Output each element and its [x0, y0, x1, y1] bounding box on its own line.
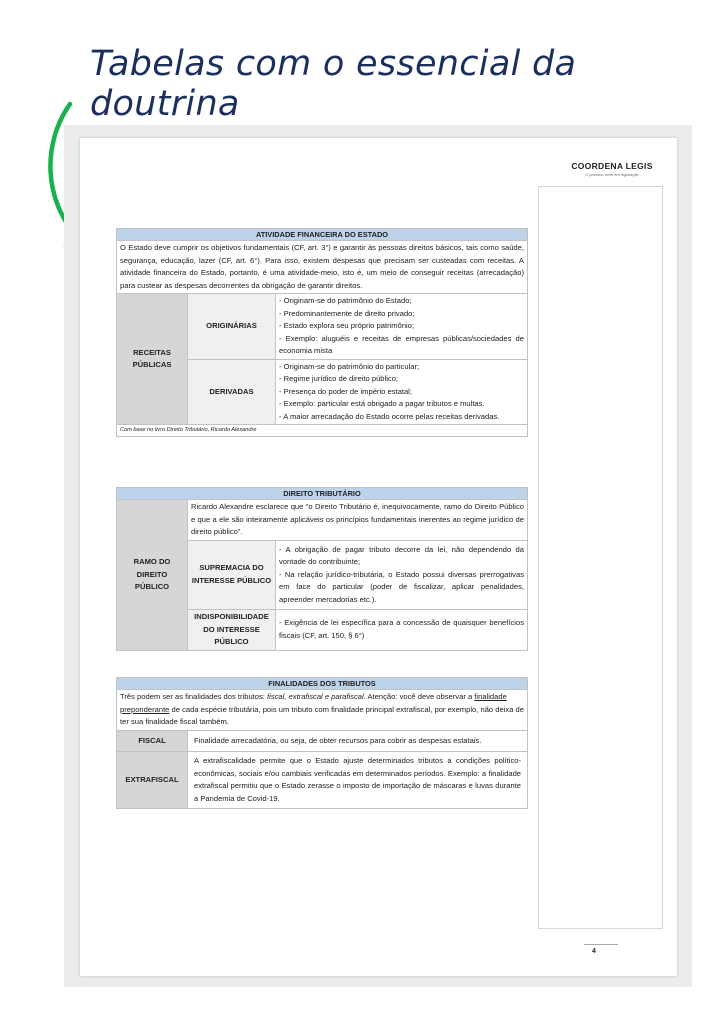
list-item: - Presença do poder de império estatal; [279, 386, 412, 396]
intro-text: Atenção: você deve observar a [365, 692, 475, 701]
row-label: INDISPONIBILIDADE DO INTERESSE PÚBLICO [188, 610, 276, 651]
table-title: ATIVIDADE FINANCEIRA DO ESTADO [117, 229, 528, 241]
list-item: - Exemplo: particular está obrigado a pagar tributos e multas. [279, 399, 485, 408]
table-intro [117, 690, 528, 731]
row-text [276, 540, 528, 610]
row-text [276, 359, 528, 425]
table-direito-tributario [116, 487, 528, 651]
footer-divider [584, 944, 618, 945]
brand-name: COORDENA LEGIS [571, 161, 653, 171]
list-item: - A obrigação de pagar tributo decorre da lei, não dependendo da vontade do contribuinte; [279, 544, 524, 566]
page-number: 4 [592, 948, 596, 955]
brand-tagline: O próximo nível em legislação [585, 172, 639, 177]
row-label: DERIVADAS [188, 359, 276, 425]
group-label: RECEITAS PÚBLICAS [117, 294, 188, 425]
intro-underlined: finalidade preponderante [120, 692, 507, 714]
table-intro: O Estado deve cumprir os objetivos fundamentais (CF, art. 3°) e garantir às pessoas direitos básicos, tais como saúde, segurança, educação, lazer (CF, art. 6°). Para isso, existem despesas que precisam ser custeadas com receitas. A atividade financeira do Estado, portanto, é uma atividade-meio, isto é, um meio de conseguir receitas (arrecadação) para custear as despesas decorrentes da obrigação de garantir direitos. [117, 241, 528, 294]
list-item: - Predominantemente de direito privado; [279, 308, 415, 318]
row-text: A extrafiscalidade permite que o Estado ajuste determinados tributos a condições político-econômicas, sociais e/ou cambiais verificadas em determinados períodos. Exemplo: a finalidade extrafiscal permitiu que o Estado zerasse o imposto de importação de máscaras e luvas durante a Pandemia de Covid-19. [188, 752, 528, 809]
table-title: FINALIDADES DOS TRIBUTOS [117, 678, 528, 690]
brand-logo [562, 161, 662, 177]
intro-emphasis: fiscal, extrafiscal e parafiscal. [267, 692, 366, 701]
row-text [276, 294, 528, 360]
table-finalidades [116, 677, 528, 809]
notes-sidebar [538, 186, 663, 929]
table-title: DIREITO TRIBUTÁRIO [117, 488, 528, 500]
list-item: - Exemplo: aluguéis e receitas de empresas públicas/sociedades de economia mista [279, 333, 524, 355]
list-item: - Exigência de lei específica para a concessão de quaisquer benefícios fiscais (CF, art. 150, § 6°) [279, 618, 524, 640]
intro-text: de cada espécie tributária, pois um tributo com finalidade principal extrafiscal, por exemplo, não deixa de ter sua finalidade fiscal também. [120, 704, 524, 726]
row-label: ORIGINÁRIAS [188, 294, 276, 360]
list-item: - Originam-se do patrimônio do particular; [279, 361, 420, 371]
page-headline: Tabelas com o essencial da doutrina [90, 44, 577, 124]
list-item: - Originam-se do patrimônio do Estado; [279, 296, 412, 305]
list-item: - Regime jurídico de direito público; [279, 374, 399, 383]
group-label: RAMO DO DIREITO PÚBLICO [117, 500, 188, 651]
list-item: - Na relação jurídico-tributária, o Estado possui diversas prerrogativas em face do particular (poder de fiscalizar, aplicar penalidades, apreender mercadorias etc.). [279, 569, 524, 604]
list-item: - Estado explora seu próprio patrimônio; [279, 321, 415, 330]
row-text: Finalidade arrecadatória, ou seja, de obter recursos para cobrir as despesas estatais. [188, 730, 528, 752]
row-text [276, 610, 528, 651]
row-label: FISCAL [117, 730, 188, 752]
list-item: - A maior arrecadação do Estado ocorre pelas receitas derivadas. [279, 411, 500, 421]
row-label: SUPREMACIA DO INTERESSE PÚBLICO [188, 540, 276, 610]
table-intro: Ricardo Alexandre esclarece que “o Direito Tributário é, inequivocamente, ramo do Direito Público e que a ele são inteiramente aplicáveis os princípios fundamentais inerentes ao regime jurídico de direito público”. [188, 500, 528, 541]
intro-text: Três podem ser as finalidades dos tributos: [120, 692, 268, 701]
table-atividade-financeira [116, 228, 528, 437]
source-note: Com base no livro Direito Tributário, Ricardo Alexandre [117, 425, 528, 437]
row-label: EXTRAFISCAL [117, 752, 188, 809]
